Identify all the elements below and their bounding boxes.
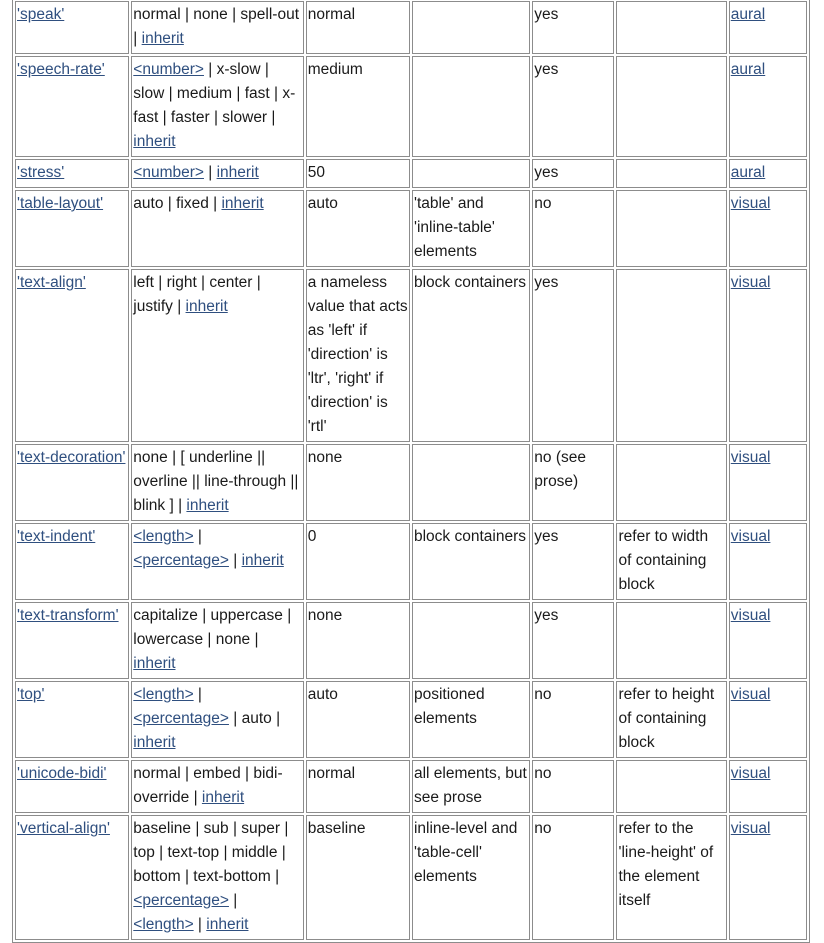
property-name-link[interactable]: 'unicode-bidi' [17,765,107,782]
applies-to-text: inline-level and 'table-cell' elements [413,820,518,885]
initial-value-cell [306,190,410,267]
property-table-body [15,1,807,940]
value-text: left | right | center | justify | [133,274,261,315]
inherited-text: yes [534,528,559,545]
percentages-cell [616,523,726,600]
applies-to-text: positioned elements [413,686,485,727]
applies-to-cell [412,444,530,521]
value-type-link[interactable]: inherit [216,164,259,181]
inherited-cell [532,602,614,679]
value-text: normal | none | spell-out | [133,6,300,47]
property-values-cell [131,159,303,188]
value-type-link[interactable]: <number> [133,164,204,181]
inherited-text: yes [534,607,559,624]
inherited-cell [532,681,614,758]
table-row [15,760,807,813]
applies-to-cell [412,269,530,442]
initial-value-text: none [307,607,343,624]
initial-value-text: normal [307,765,356,782]
property-values-cell [131,681,303,758]
property-name-cell [15,1,129,54]
value-type-link[interactable]: <percentage> [133,892,229,909]
property-name-cell [15,602,129,679]
property-name-link[interactable]: 'text-indent' [17,528,96,545]
initial-value-cell [306,815,410,940]
value-type-link[interactable]: inherit [185,298,228,315]
property-name-link[interactable]: 'speech-rate' [17,61,105,78]
applies-to-cell [412,56,530,157]
property-name-cell [15,523,129,600]
media-group-cell [729,56,807,157]
table-row [15,444,807,521]
property-name-link[interactable]: 'speak' [17,6,65,23]
value-text: | [228,552,242,569]
initial-value-text: 50 [307,164,325,181]
value-type-link[interactable]: <number> [133,61,204,78]
media-group-link[interactable]: aural [730,164,766,181]
property-values-cell [131,815,303,940]
value-text: none | [ underline || overline || line-through || blink ] | [133,449,299,514]
value-text: baseline | sub | super | top | text-top | middle | bottom | text-bottom | [133,820,289,885]
table-row [15,159,807,188]
media-group-link[interactable]: visual [730,528,771,545]
value-type-link[interactable]: inherit [186,497,229,514]
property-values-cell [131,602,303,679]
property-name-cell [15,159,129,188]
property-values-cell [131,190,303,267]
percentages-cell [616,681,726,758]
initial-value-cell [306,1,410,54]
property-values-cell [131,523,303,600]
property-name-link[interactable]: 'vertical-align' [17,820,110,837]
value-type-link[interactable]: inherit [133,655,176,672]
percentages-text: refer to the 'line-height' of the element itself [618,820,714,909]
inherited-text: no [534,820,552,837]
inherited-cell [532,190,614,267]
inherited-cell [532,444,614,521]
media-group-cell [729,760,807,813]
initial-value-text: 0 [307,528,317,545]
value-text: | [203,164,217,181]
property-name-cell [15,760,129,813]
property-values-cell [131,269,303,442]
applies-to-text: block containers [413,274,526,291]
applies-to-cell [412,523,530,600]
percentages-cell [616,56,726,157]
media-group-cell [729,269,807,442]
media-group-link[interactable]: visual [730,686,771,703]
inherited-text: no [534,195,552,212]
media-group-link[interactable]: visual [730,820,771,837]
property-name-link[interactable]: 'text-decoration' [17,449,126,466]
initial-value-text: auto [307,195,338,212]
value-type-link[interactable]: inherit [221,195,264,212]
percentages-cell [616,190,726,267]
percentages-text: refer to width of containing block [618,528,709,593]
property-name-cell [15,56,129,157]
inherited-text: yes [534,61,559,78]
initial-value-cell [306,523,410,600]
table-row [15,523,807,600]
initial-value-text: medium [307,61,363,78]
initial-value-cell [306,602,410,679]
property-values-cell [131,444,303,521]
media-group-cell [729,815,807,940]
value-type-link[interactable]: inherit [133,734,176,751]
value-text: capitalize | uppercase | lowercase | none | [133,607,292,648]
media-group-cell [729,523,807,600]
inherited-text: yes [534,164,559,181]
applies-to-cell [412,602,530,679]
applies-to-cell [412,815,530,940]
applies-to-cell [412,1,530,54]
property-name-cell [15,444,129,521]
inherited-text: no [534,765,552,782]
value-text: | [228,892,238,909]
property-name-cell [15,681,129,758]
applies-to-text: all elements, but see prose [413,765,527,806]
inherited-cell [532,56,614,157]
table-row [15,190,807,267]
inherited-cell [532,523,614,600]
applies-to-text: block containers [413,528,526,545]
applies-to-cell [412,159,530,188]
property-name-link[interactable]: 'text-align' [17,274,86,291]
property-values-cell [131,56,303,157]
percentages-text: refer to height of containing block [618,686,715,751]
media-group-link[interactable]: visual [730,607,771,624]
value-text: | [193,916,207,933]
inherited-cell [532,760,614,813]
table-row [15,602,807,679]
value-type-link[interactable]: <percentage> [133,552,229,569]
property-table-wrapper [12,0,810,943]
property-name-cell [15,815,129,940]
percentages-cell [616,815,726,940]
media-group-cell [729,444,807,521]
table-row [15,815,807,940]
media-group-link[interactable]: visual [730,765,771,782]
value-text: | [193,686,202,703]
media-group-link[interactable]: visual [730,274,771,291]
value-text: | auto | [228,710,281,727]
inherited-text: yes [534,6,559,23]
media-group-cell [729,190,807,267]
initial-value-text: none [307,449,343,466]
value-type-link[interactable]: <percentage> [133,710,229,727]
inherited-cell [532,269,614,442]
property-values-cell [131,760,303,813]
initial-value-cell [306,159,410,188]
applies-to-cell [412,760,530,813]
property-name-link[interactable]: 'stress' [17,164,65,181]
initial-value-cell [306,269,410,442]
media-group-link[interactable]: aural [730,61,766,78]
percentages-cell [616,159,726,188]
property-name-link[interactable]: 'text-transform' [17,607,119,624]
initial-value-text: auto [307,686,338,703]
initial-value-text: normal [307,6,356,23]
applies-to-cell [412,681,530,758]
initial-value-cell [306,760,410,813]
value-text: | x-slow | slow | medium | fast | x-fast | faster | slower | [133,61,296,126]
inherited-text: no [534,686,552,703]
value-type-link[interactable]: inherit [241,552,284,569]
value-type-link[interactable]: inherit [206,916,249,933]
initial-value-cell [306,444,410,521]
media-group-cell [729,159,807,188]
property-table [12,0,810,943]
media-group-link[interactable]: visual [730,195,771,212]
media-group-cell [729,602,807,679]
value-type-link[interactable]: inherit [201,789,245,806]
media-group-link[interactable]: aural [730,6,766,23]
value-type-link[interactable]: inherit [133,133,176,150]
table-row [15,1,807,54]
percentages-cell [616,760,726,813]
inherited-cell [532,815,614,940]
inherited-text: yes [534,274,559,291]
inherited-cell [532,159,614,188]
value-type-link[interactable]: <length> [133,528,194,545]
initial-value-text: a nameless value that acts as 'left' if 'direction' is 'ltr', 'right' if 'direction' is 'rtl' [307,274,408,435]
value-type-link[interactable]: inherit [141,30,184,47]
value-type-link[interactable]: <length> [133,916,194,933]
value-text: normal | embed | bidi-override | [133,765,283,806]
percentages-cell [616,269,726,442]
applies-to-cell [412,190,530,267]
percentages-cell [616,444,726,521]
property-name-link[interactable]: 'table-layout' [17,195,104,212]
inherited-text: no (see prose) [534,449,586,490]
property-name-cell [15,190,129,267]
value-type-link[interactable]: <length> [133,686,194,703]
applies-to-text: 'table' and 'inline-table' elements [413,195,495,260]
initial-value-cell [306,56,410,157]
media-group-link[interactable]: visual [730,449,771,466]
table-row [15,681,807,758]
media-group-cell [729,681,807,758]
value-text: | [193,528,202,545]
property-name-cell [15,269,129,442]
percentages-cell [616,602,726,679]
initial-value-cell [306,681,410,758]
value-text: auto | fixed | [133,195,222,212]
media-group-cell [729,1,807,54]
table-row [15,56,807,157]
percentages-cell [616,1,726,54]
initial-value-text: baseline [307,820,366,837]
inherited-cell [532,1,614,54]
property-name-link[interactable]: 'top' [17,686,45,703]
property-values-cell [131,1,303,54]
table-row [15,269,807,442]
